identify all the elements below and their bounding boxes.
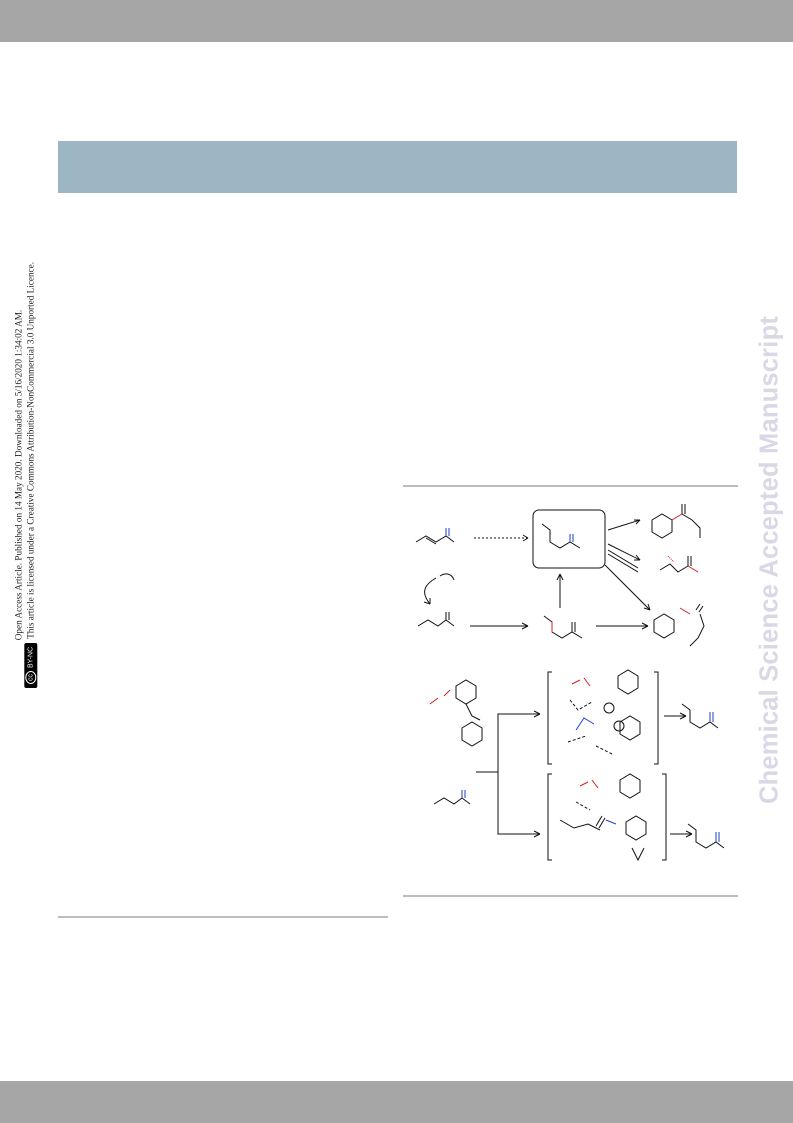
scheme-top-rule [403, 485, 738, 487]
reaction-scheme [400, 490, 740, 890]
scheme-bottom-rule [403, 895, 738, 897]
cc-license-badge[interactable]: ccBY-NC [25, 643, 38, 688]
open-access-notice [12, 262, 37, 688]
reaction-scheme-drawing [400, 490, 740, 890]
cc-icon: cc [26, 671, 37, 684]
top-bar [0, 0, 793, 42]
journal-watermark: Chemical Science Accepted Manuscript [755, 315, 784, 805]
column-footer-rule [58, 916, 388, 918]
header-band [58, 141, 737, 193]
notice-line-1: Open Access Article. Published on 14 May 2020. Downloaded on 5/16/2020 1:34:02 AM. [13, 309, 24, 641]
notice-line-2: This article is licensed under a Creative Commons Attribution-NonCommercial 3.0 Unported Licence. [25, 262, 36, 639]
bottom-bar [0, 1081, 793, 1123]
